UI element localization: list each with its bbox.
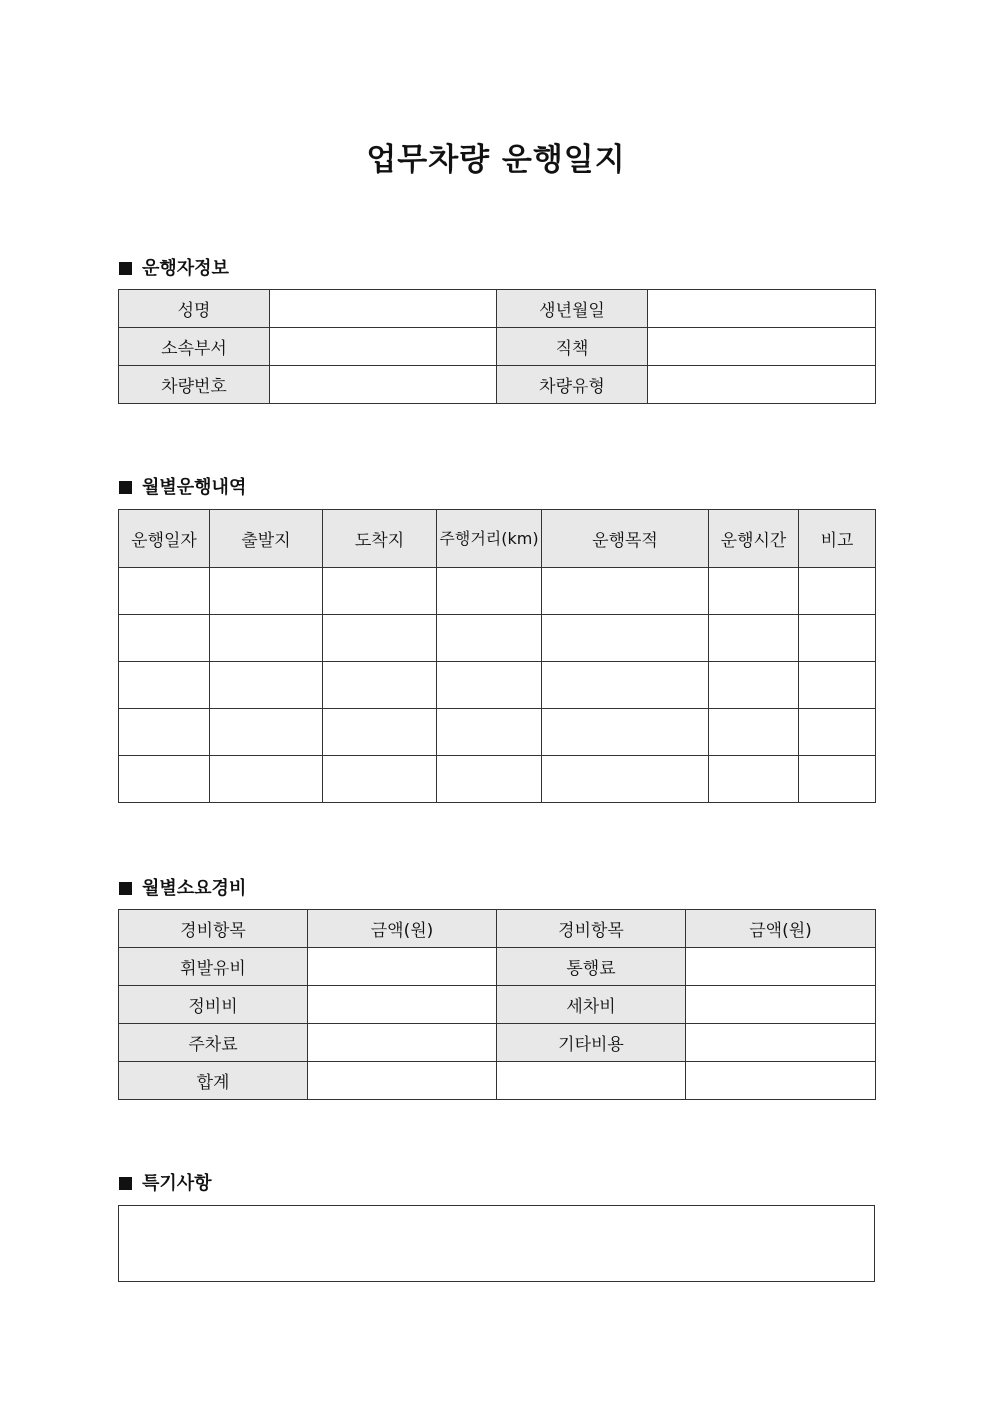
table-cell[interactable]: [542, 568, 709, 615]
square-bullet-icon: [119, 1177, 132, 1190]
header-distance: 주행거리(km): [437, 510, 542, 568]
value-birth[interactable]: [648, 290, 876, 328]
table-cell[interactable]: [542, 662, 709, 709]
header-destination: 도착지: [323, 510, 437, 568]
value-other[interactable]: [686, 1024, 876, 1062]
value-name[interactable]: [270, 290, 497, 328]
section-heading-notes: 특기사항: [119, 1169, 212, 1195]
header-expense-item: 경비항목: [119, 910, 308, 948]
table-cell[interactable]: [210, 662, 323, 709]
table-cell[interactable]: [437, 756, 542, 803]
table-row: [119, 709, 876, 756]
table-cell[interactable]: [119, 662, 210, 709]
table-cell[interactable]: [437, 568, 542, 615]
table-cell[interactable]: [799, 756, 876, 803]
empty-cell[interactable]: [497, 1062, 686, 1100]
value-dept[interactable]: [270, 328, 497, 366]
table-cell[interactable]: [323, 615, 437, 662]
table-cell[interactable]: [542, 756, 709, 803]
table-row: [119, 756, 876, 803]
notes-box[interactable]: [118, 1205, 875, 1282]
table-cell[interactable]: [799, 568, 876, 615]
table-cell[interactable]: [542, 615, 709, 662]
table-cell[interactable]: [542, 709, 709, 756]
table-cell[interactable]: [323, 756, 437, 803]
table-row: [119, 662, 876, 709]
table-cell[interactable]: [437, 709, 542, 756]
value-car-no[interactable]: [270, 366, 497, 404]
header-expense-item: 경비항목: [497, 910, 686, 948]
table-cell[interactable]: [119, 756, 210, 803]
square-bullet-icon: [119, 882, 132, 895]
header-origin: 출발지: [210, 510, 323, 568]
header-amount: 금액(원): [308, 910, 497, 948]
table-cell[interactable]: [709, 709, 799, 756]
header-note: 비고: [799, 510, 876, 568]
value-toll[interactable]: [686, 948, 876, 986]
table-row: [119, 568, 876, 615]
section-heading-driver: 운행자정보: [119, 254, 229, 280]
label-birth: 생년월일: [497, 290, 648, 328]
label-parking: 주차료: [119, 1024, 308, 1062]
header-date: 운행일자: [119, 510, 210, 568]
header-time: 운행시간: [709, 510, 799, 568]
empty-cell[interactable]: [686, 1062, 876, 1100]
value-wash[interactable]: [686, 986, 876, 1024]
table-cell[interactable]: [210, 756, 323, 803]
label-other: 기타비용: [497, 1024, 686, 1062]
table-cell[interactable]: [437, 662, 542, 709]
table-cell[interactable]: [323, 662, 437, 709]
table-cell[interactable]: [799, 615, 876, 662]
table-cell[interactable]: [799, 709, 876, 756]
label-name: 성명: [119, 290, 270, 328]
section-heading-expenses: 월별소요경비: [119, 874, 246, 900]
square-bullet-icon: [119, 481, 132, 494]
label-maintenance: 정비비: [119, 986, 308, 1024]
label-fuel: 휘발유비: [119, 948, 308, 986]
label-total: 합계: [119, 1062, 308, 1100]
table-cell[interactable]: [210, 615, 323, 662]
label-wash: 세차비: [497, 986, 686, 1024]
table-cell[interactable]: [119, 709, 210, 756]
table-cell[interactable]: [709, 568, 799, 615]
table-cell[interactable]: [323, 709, 437, 756]
table-cell[interactable]: [709, 756, 799, 803]
table-cell[interactable]: [799, 662, 876, 709]
square-bullet-icon: [119, 262, 132, 275]
table-cell[interactable]: [709, 662, 799, 709]
value-position[interactable]: [648, 328, 876, 366]
document-title: 업무차량 운행일지: [366, 142, 626, 178]
value-parking[interactable]: [308, 1024, 497, 1062]
table-cell[interactable]: [210, 709, 323, 756]
value-total[interactable]: [308, 1062, 497, 1100]
label-car-no: 차량번호: [119, 366, 270, 404]
table-cell[interactable]: [323, 568, 437, 615]
label-position: 직책: [497, 328, 648, 366]
section-heading-history: 월별운행내역: [119, 473, 246, 499]
value-fuel[interactable]: [308, 948, 497, 986]
header-purpose: 운행목적: [542, 510, 709, 568]
table-row: [119, 615, 876, 662]
driver-info-table: [118, 289, 876, 404]
label-car-type: 차량유형: [497, 366, 648, 404]
table-cell[interactable]: [210, 568, 323, 615]
table-cell[interactable]: [119, 568, 210, 615]
label-dept: 소속부서: [119, 328, 270, 366]
history-table: [118, 509, 876, 803]
label-toll: 통행료: [497, 948, 686, 986]
table-cell[interactable]: [437, 615, 542, 662]
value-maintenance[interactable]: [308, 986, 497, 1024]
table-cell[interactable]: [119, 615, 210, 662]
value-car-type[interactable]: [648, 366, 876, 404]
table-cell[interactable]: [709, 615, 799, 662]
header-amount: 금액(원): [686, 910, 876, 948]
expense-table: [118, 909, 876, 1100]
